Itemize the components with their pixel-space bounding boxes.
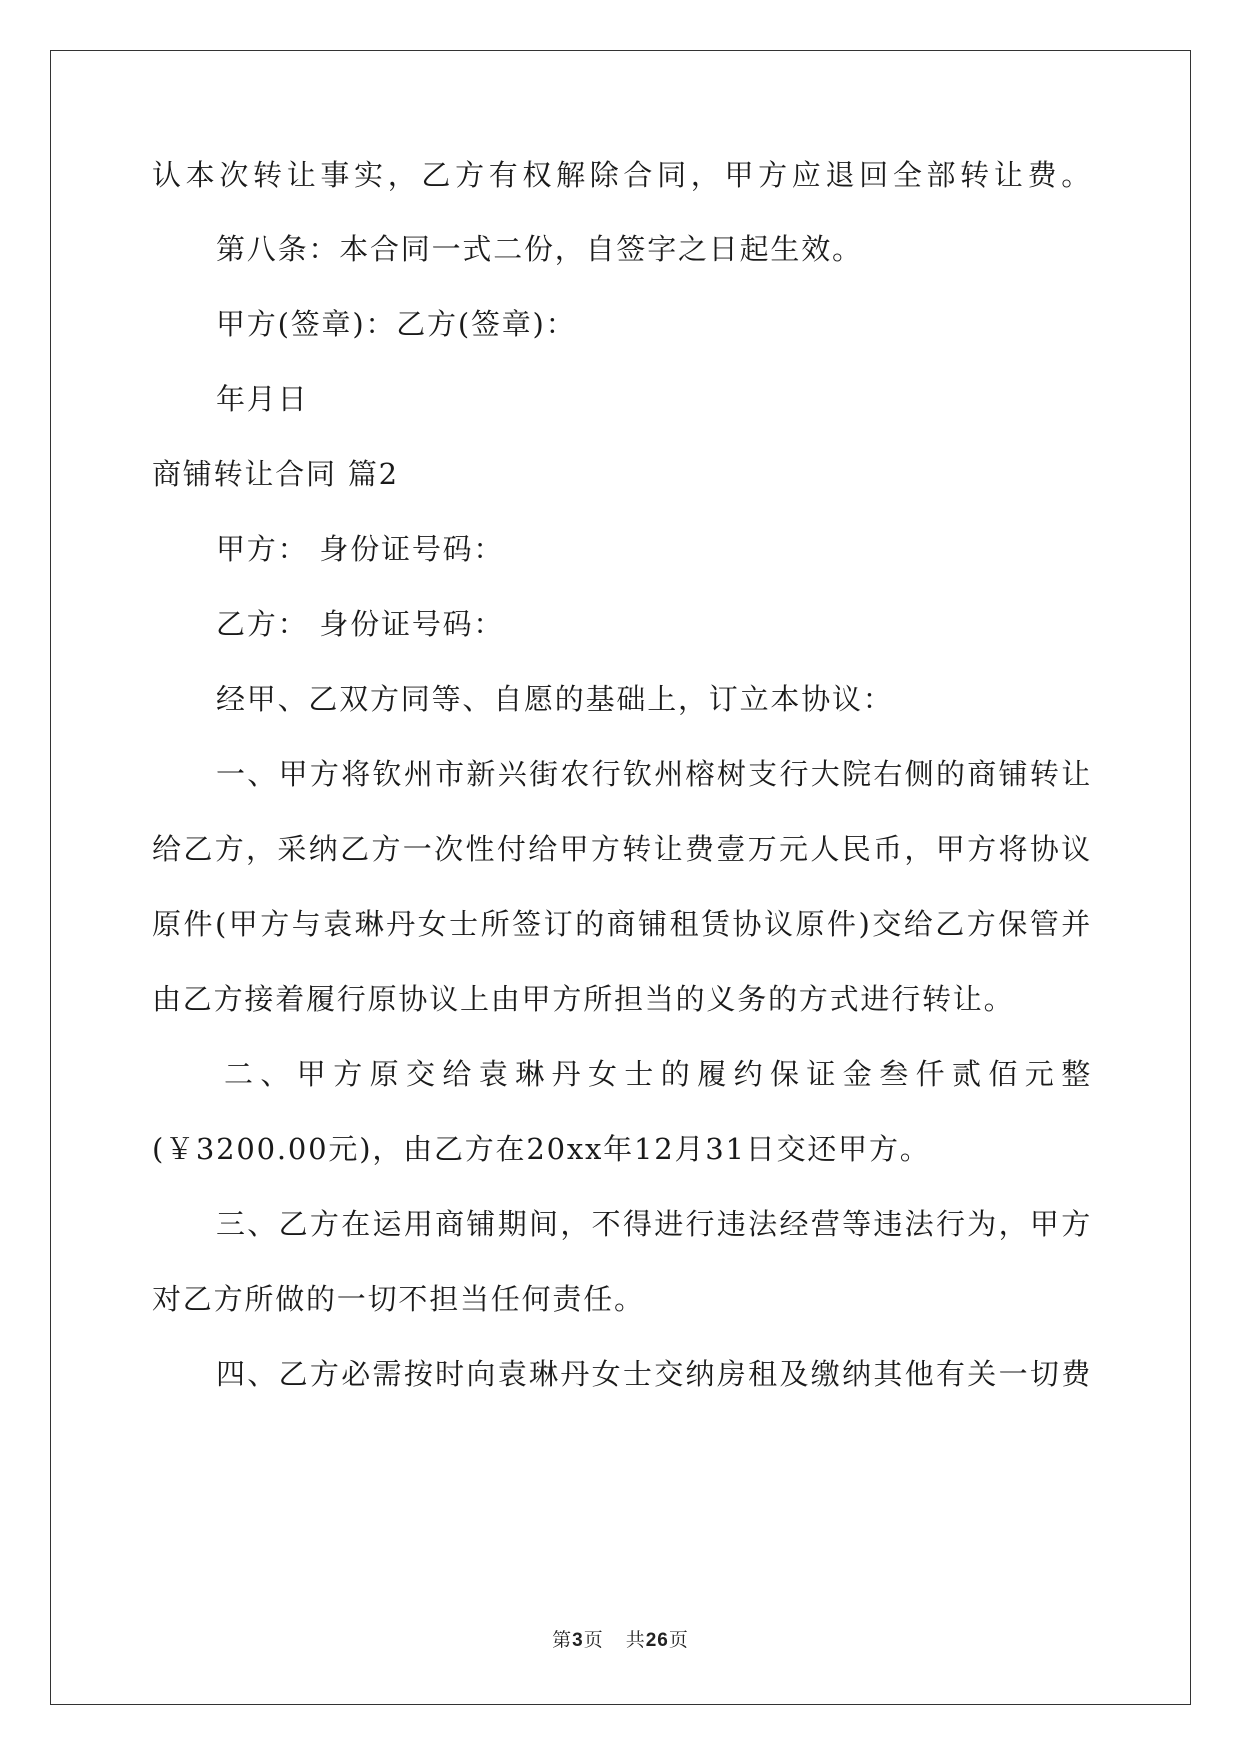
clause-four-line: 四、乙方必需按时向袁琳丹女士交纳房租及缴纳其他有关一切费 (216, 1357, 1092, 1391)
total-page-count: 26 (645, 1630, 669, 1651)
date-line: 年月日 (216, 382, 309, 416)
preamble-line: 经甲、乙双方同等、自愿的基础上，订立本协议： (216, 682, 894, 716)
page-prefix: 第 (552, 1629, 573, 1651)
total-prefix: 共 (625, 1629, 646, 1651)
clause-one-line: 给乙方，采纳乙方一次性付给甲方转让费壹万元人民币，甲方将协议 (152, 832, 1092, 866)
page-unit: 页 (583, 1629, 604, 1651)
party-a-line: 甲方： 身份证号码： (216, 532, 505, 566)
clause-one-line: 由乙方接着履行原协议上由甲方所担当的义务的方式进行转让。 (152, 982, 1015, 1016)
clause-three-line: 三、乙方在运用商铺期间，不得进行违法经营等违法行为，甲方 (216, 1207, 1092, 1241)
clause-one-line: 一、甲方将钦州市新兴街农行钦州榕树支行大院右侧的商铺转让 (216, 757, 1092, 791)
page-border (50, 50, 1191, 1705)
clause-one-line: 原件(甲方与袁琳丹女士所签订的商铺租赁协议原件)交给乙方保管并 (152, 907, 1092, 941)
page-footer (0, 1625, 1241, 1652)
total-unit: 页 (668, 1629, 689, 1651)
clause-two-line: (￥3200.00元)，由乙方在20xx年12月31日交还甲方。 (152, 1132, 931, 1166)
clause-eight: 第八条：本合同一式二份，自签字之日起生效。 (216, 232, 863, 266)
party-b-line: 乙方： 身份证号码： (216, 607, 505, 641)
paragraph-line: 认本次转让事实，乙方有权解除合同，甲方应退回全部转让费。 (152, 158, 1092, 192)
signature-line: 甲方(签章)：乙方(签章)： (216, 307, 577, 341)
clause-two-line: 二、甲方原交给袁琳丹女士的履约保证金叁仟贰佰元整 (224, 1057, 1092, 1091)
section-heading: 商铺转让合同 篇2 (152, 457, 399, 491)
clause-three-line: 对乙方所做的一切不担当任何责任。 (152, 1282, 645, 1316)
current-page-number: 3 (572, 1630, 584, 1651)
